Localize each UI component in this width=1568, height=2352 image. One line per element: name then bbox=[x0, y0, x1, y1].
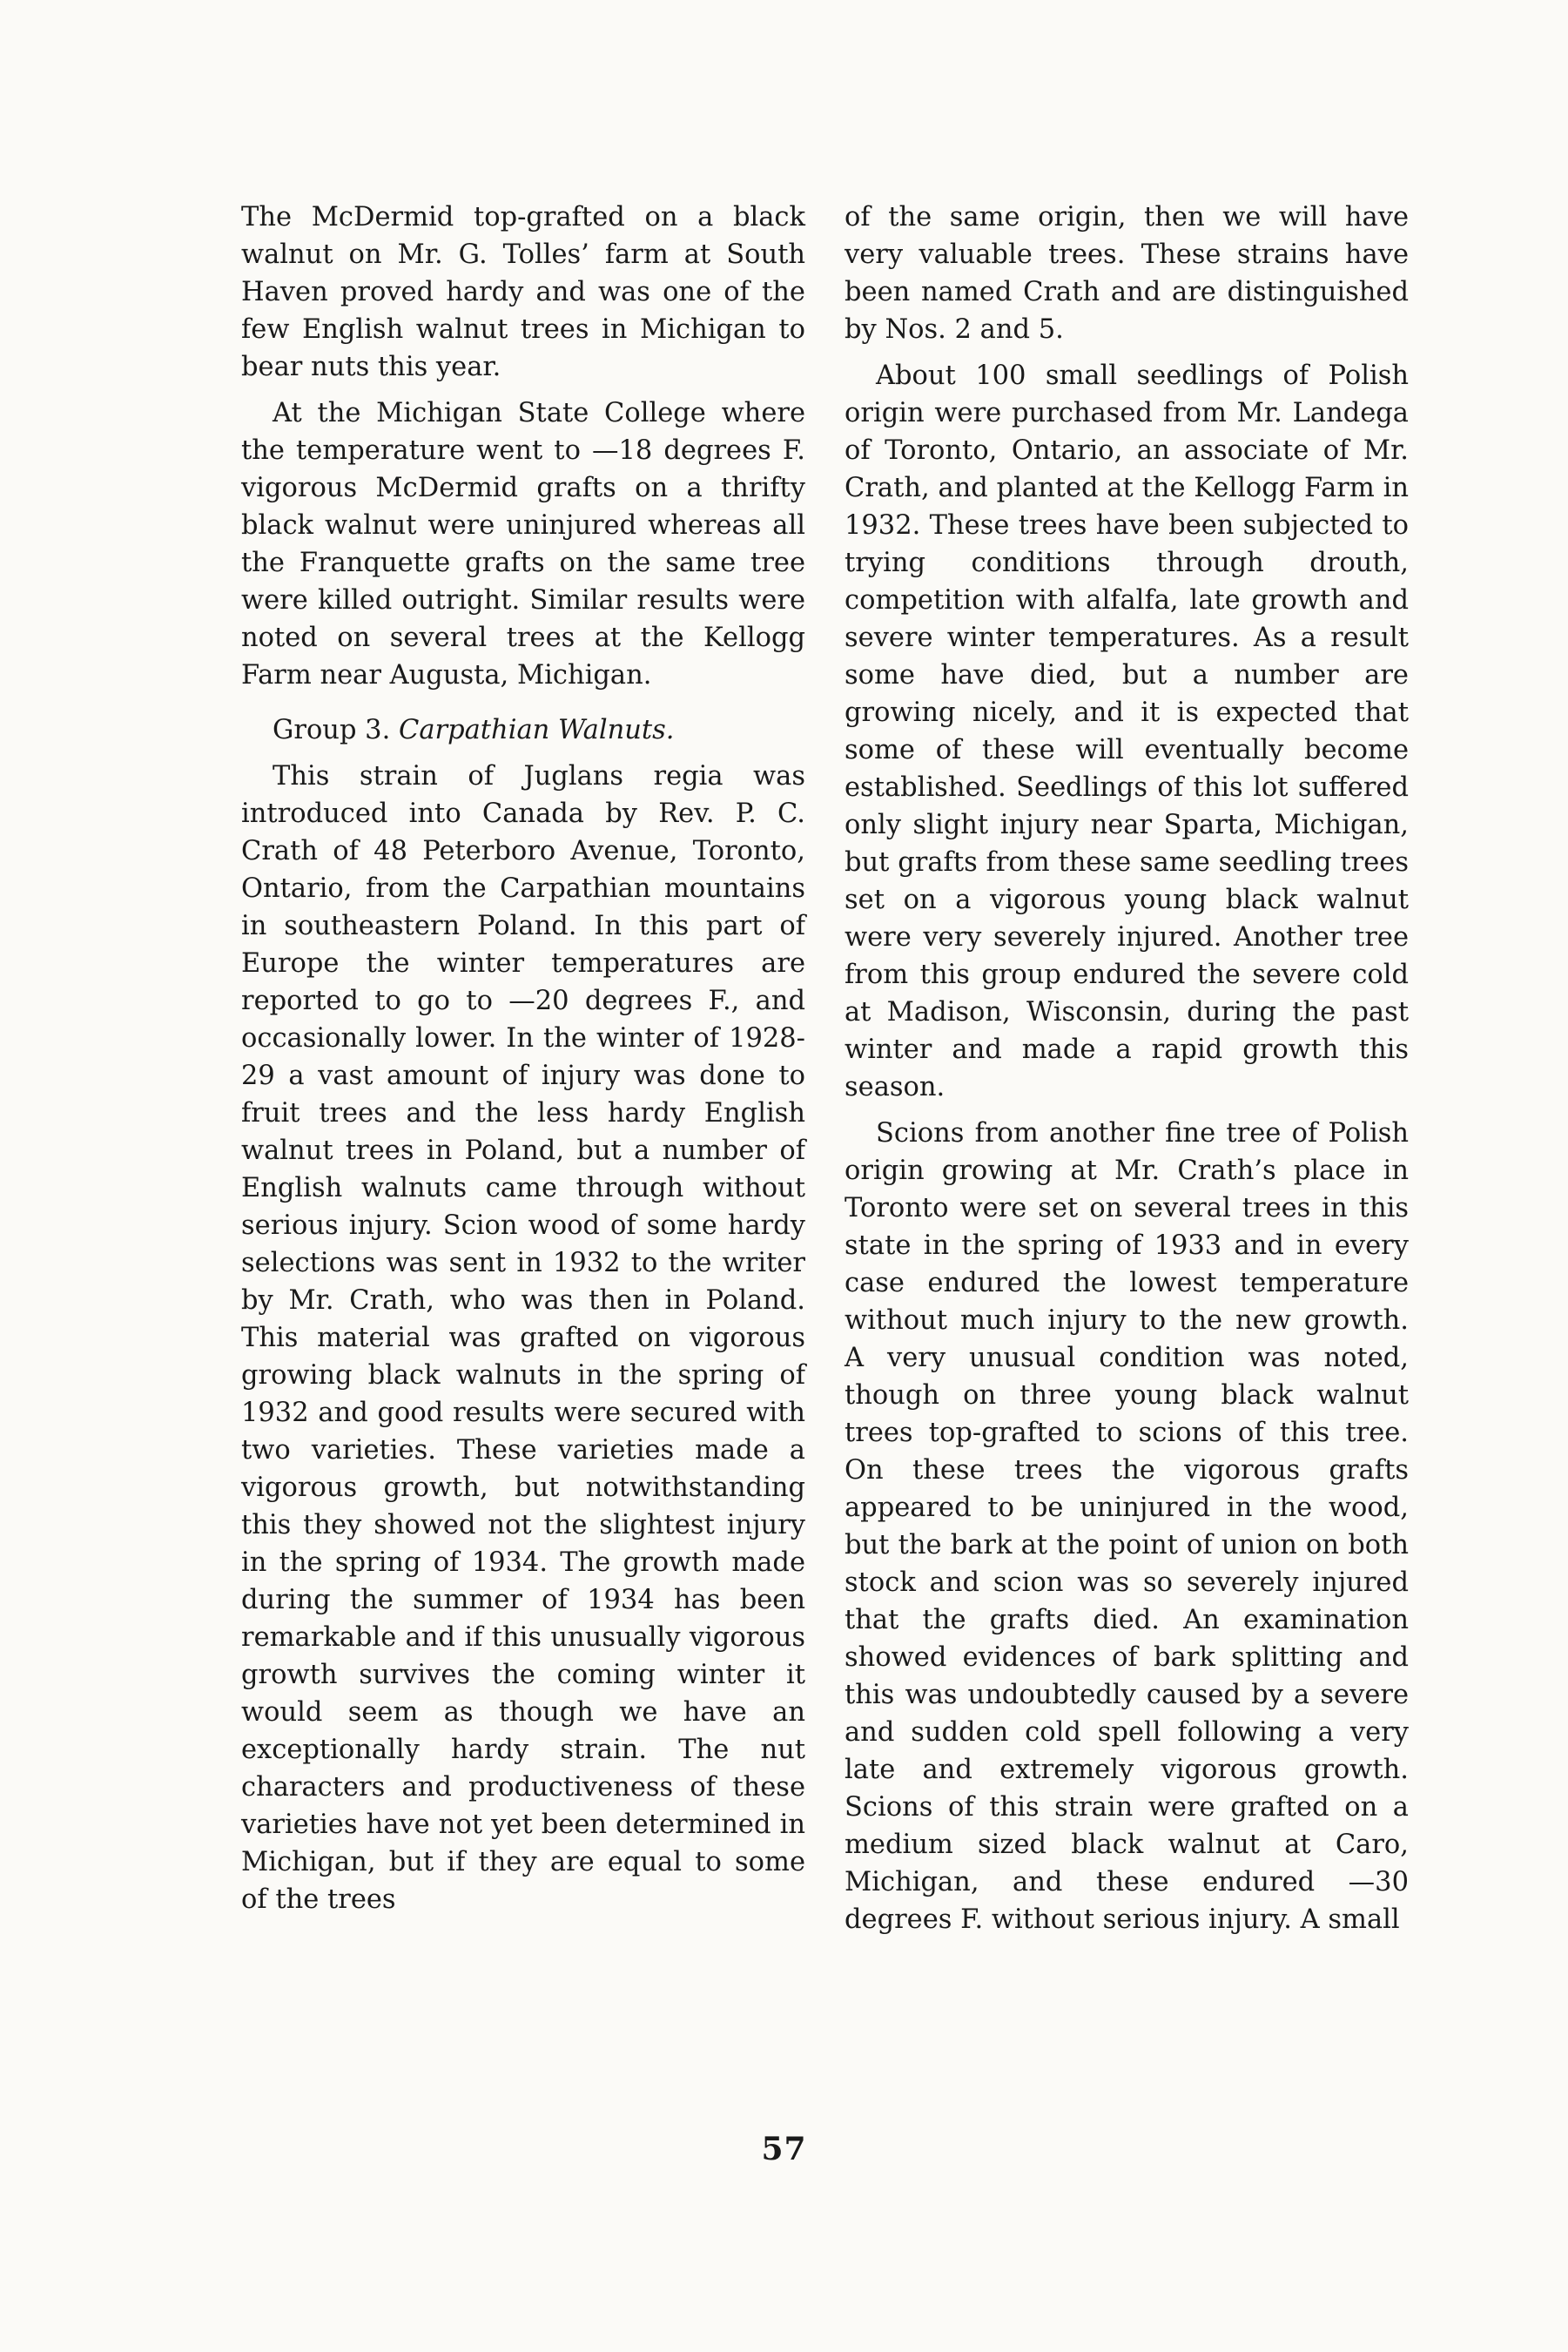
paragraph: At the Michigan State College where the temperature went to —18 degrees F. vigorous McDermid grafts on a thrifty black walnut were uninjured whereas all the Franquette grafts on the same tree were killed outright. Similar results were noted on several trees at the Kellogg Farm near Augusta, Michigan. bbox=[241, 398, 805, 691]
paragraph: The McDermid top-grafted on a black walnut on Mr. G. Tolles’ farm at South Haven proved hardy and was one of the few English walnut trees in Michigan to bear nuts this year. bbox=[241, 202, 805, 382]
page-number: 57 bbox=[761, 2131, 807, 2167]
paragraph: About 100 small seedlings of Polish origin were purchased from Mr. Landega of Toronto, Ontario, an associate of Mr. Crath, and planted at the Kellogg Farm in 1932. These trees have been subjected to trying conditions through drouth, competition with alfalfa, late growth and severe winter temperatures. As a result some have died, but a number are growing nicely, and it is expected that some of these will eventually become established. Seedlings of this lot suffered only slight injury near Sparta, Michigan, but grafts from these same seedling trees set on a vigorous young black walnut were very severely injured. Another tree from this group endured the severe cold at Madison, Wisconsin, during the past winter and made a rapid growth this season. bbox=[845, 361, 1409, 1102]
paragraph: Scions from another fine tree of Polish origin growing at Mr. Crath’s place in Toronto were set on several trees in this state in the spring of 1933 and in every case endured the lowest temperature without much injury to the new growth. A very unusual condition was noted, though on three young black walnut trees top-grafted to scions of this tree. On these trees the vigorous grafts appeared to be uninjured in the wood, but the bark at the point of union on both stock and scion was so severely injured that the grafts died. An examination showed evidences of bark splitting and this was undoubtedly caused by a severe and sudden cold spell following a very late and extremely vigorous growth. Scions of this strain were grafted on a medium sized black walnut at Caro, Michigan, and these endured —30 degrees F. without serious injury. A small bbox=[845, 1118, 1409, 1935]
left-column bbox=[241, 199, 805, 1927]
heading-title: Carpathian Walnuts. bbox=[398, 715, 675, 745]
right-column bbox=[845, 199, 1409, 1947]
paragraph: This strain of Juglans regia was introduced into Canada by Rev. P. C. Crath of 48 Peterboro Avenue, Toronto, Ontario, from the Carpathian mountains in southeastern Poland. In this part of Europe the winter temperatures are reported to go to —20 degrees F., and occasionally lower. In the winter of 1928-29 a vast amount of injury was done to fruit trees and the less hardy English walnut trees in Poland, but a number of English walnuts came through without serious injury. Scion wood of some hardy selections was sent in 1932 to the writer by Mr. Crath, who was then in Poland. This material was grafted on vigorous growing black walnuts in the spring of 1932 and good results were secured with two varieties. These varieties made a vigorous growth, but notwithstanding this they showed not the slightest injury in the spring of 1934. The growth made during the summer of 1934 has been remarkable and if this unusually vigorous growth survives the coming winter it would seem as though we have an exceptionally hardy strain. The nut characters and productiveness of these varieties have not yet been determined in Michigan, but if they are equal to some of the trees bbox=[241, 761, 805, 1915]
heading-prefix: Group 3. bbox=[273, 715, 391, 745]
paragraph: of the same origin, then we will have very valuable trees. These strains have been named Crath and are distinguished by Nos. 2 and 5. bbox=[845, 202, 1409, 345]
section-heading bbox=[241, 711, 805, 749]
